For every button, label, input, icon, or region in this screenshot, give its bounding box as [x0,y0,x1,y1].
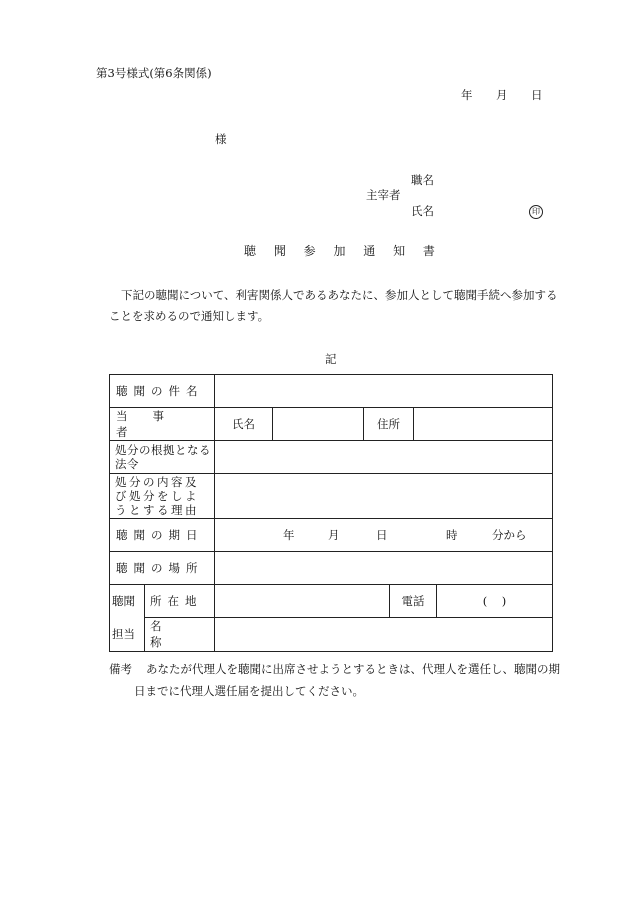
body-line-2: ことを求めるので通知します。 [109,309,270,323]
party-name-field[interactable] [273,407,363,440]
date-field-month: 月 [328,528,340,542]
date-year-label: 年 [461,88,473,102]
date-field-hour: 時 [446,528,458,542]
place-label: 聴聞の場所 [116,560,204,575]
date-label: 聴聞の期日 [116,527,204,542]
remarks-line-2: 日までに代理人選任届を提出してください。 [134,684,364,698]
location-label: 所在地 [150,593,203,608]
phone-field[interactable] [437,584,552,617]
case-name-label: 聴聞の件名 [116,383,204,398]
sender-position-label: 職名 [411,173,434,187]
phone-parens: ( ) [482,593,507,608]
date-field-year: 年 [283,528,295,542]
staff-label-2: 担当 [112,627,135,641]
basis-field[interactable] [215,440,552,473]
basis-label: 処分の根拠となる法令 [115,442,211,471]
content-field[interactable] [215,473,552,518]
sender-name-label: 氏名 [411,204,434,218]
date-field-minute: 分から [492,528,527,542]
staff-label-1: 聴聞 [112,593,135,608]
phone-label: 電話 [401,593,425,608]
ki-heading: 記 [325,352,337,366]
seal-mark: 印 [529,205,543,219]
place-field[interactable] [215,551,552,584]
location-field[interactable] [215,584,389,617]
party-name-label: 氏名 [232,416,255,431]
party-label: 当事者 [116,408,189,439]
party-address-label: 住所 [377,416,400,431]
document-title: 聴 聞 参 加 通 知 書 [244,244,435,258]
date-field[interactable] [215,518,552,551]
party-address-field[interactable] [414,407,552,440]
remarks-label: 備考 [109,662,132,676]
addressee-suffix: 様 [215,132,227,146]
date-field-day: 日 [376,528,388,542]
body-line-1: 下記の聴聞について、利害関係人であるあなたに、参加人として聴聞手続へ参加する [121,288,558,302]
staff-name-field[interactable] [215,617,552,651]
date-day-label: 日 [531,88,543,102]
case-name-field[interactable] [215,374,552,407]
hearing-table [109,374,553,652]
date-month-label: 月 [496,88,508,102]
staff-name-label: 名称 [150,619,192,649]
sender-org-label: 主宰者 [366,188,401,202]
content-label: 処分の内容及び処分をしようとする理由 [115,474,199,517]
remarks-line-1: あなたが代理人を聴聞に出席させようとするときは、代理人を選任し、聴聞の期 [146,662,560,676]
form-number: 第3号様式(第6条関係) [96,66,212,80]
